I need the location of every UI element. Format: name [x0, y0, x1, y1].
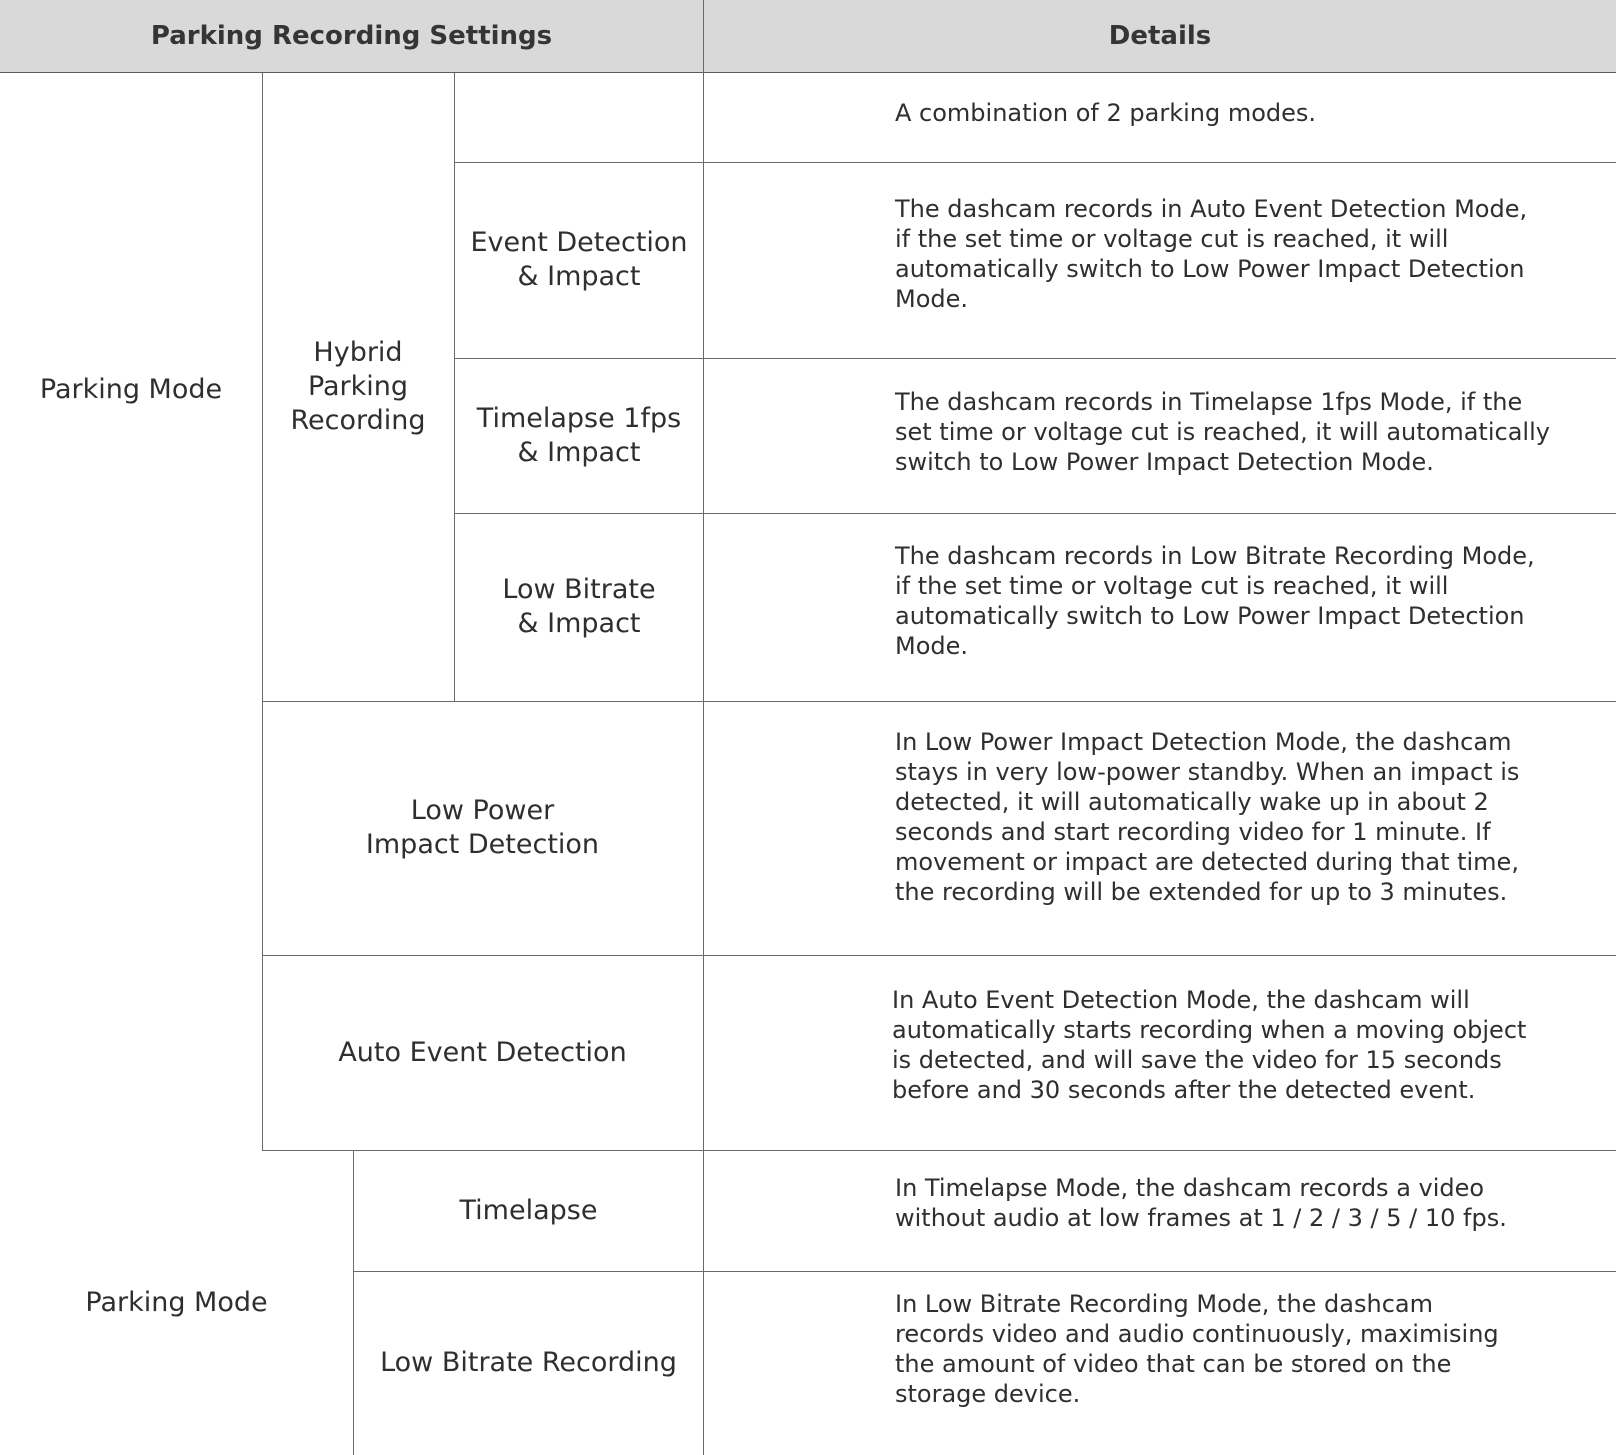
combination-description: A combination of 2 parking modes.: [895, 99, 1317, 127]
hybrid-parking-label: Hybrid Parking Recording: [290, 337, 426, 436]
auto-event-label: Auto Event Detection: [338, 1036, 627, 1068]
timelapse-impact-description: The dashcam records in Timelapse 1fps Mode, if the set time or voltage cut is reached, it will automatically switch to Low Power Impact Detection Mode.: [895, 388, 1550, 476]
timelapse-label: Timelapse: [459, 1194, 598, 1226]
event-detection-description: The dashcam records in Auto Event Detection Mode, if the set time or voltage cut is reached, it will automatically switch to Low Power Impact Detection Mode.: [895, 195, 1528, 313]
low-bitrate-impact-description: The dashcam records in Low Bitrate Recording Mode, if the set time or voltage cut is reached, it will automatically switch to Low Power Impact Detection Mode.: [895, 542, 1535, 660]
low-bitrate-impact-label: Low Bitrate & Impact: [502, 574, 656, 639]
event-detection-impact-label: Event Detection & Impact: [470, 227, 688, 292]
low-bitrate-recording-description: In Low Bitrate Recording Mode, the dashcam records video and audio continuously, maximising the amount of video that can be stored on the storage device.: [895, 1290, 1499, 1408]
details-column-header: Details: [1108, 21, 1212, 52]
auto-event-description: In Auto Event Detection Mode, the dashcam will automatically starts recording when a moving object is detected, and will save the video for 15 seconds before and 30 seconds after the detected event.: [892, 986, 1527, 1104]
timelapse-description: In Timelapse Mode, the dashcam records a video without audio at low frames at 1 / 2 / 3 / 5 / 10 fps.: [895, 1174, 1507, 1232]
low-power-description: In Low Power Impact Detection Mode, the dashcam stays in very low-power standby. When an impact is detected, it will automatically wake up in about 2 seconds and start recording video for 1 minute. If movement or impact are detected during that time, the recording will be extended for up to 3 minutes.: [895, 728, 1520, 906]
low-power-impact-label: Low Power Impact Detection: [365, 795, 600, 860]
details-divider-line: [703, 0, 704, 1455]
parking-mode-label-bottom: Parking Mode: [85, 1286, 268, 1318]
timelapse-impact-label: Timelapse 1fps & Impact: [476, 402, 682, 468]
parking-mode-label-top: Parking Mode: [39, 373, 223, 405]
low-bitrate-recording-label: Low Bitrate Recording: [380, 1347, 677, 1379]
settings-column-header: Parking Recording Settings: [150, 21, 553, 52]
